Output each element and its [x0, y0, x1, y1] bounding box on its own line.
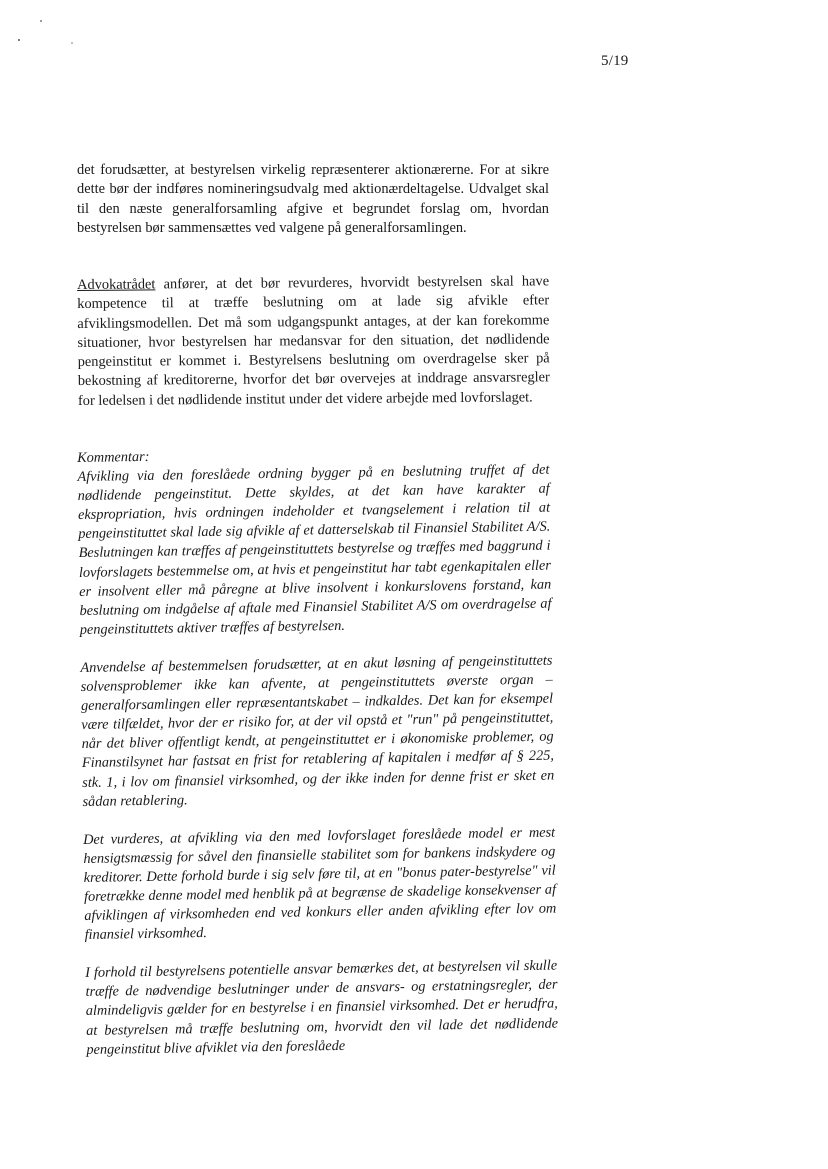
comment-paragraph-2: Anvendelse af bestemmelsen forudsætter, at en akut løsning af pengeinstituttets solvensproblemer ikke kan afvente, at pengeinstituttets øverste organ – generalforsamlingen eller repræsentantskabet – indkaldes. Det kan for eksempel være tilfældet, hvor der er risiko for, at der vil opstå et "run" på pengeinstituttet, når det bliver offentligt kendt, at pengeinstituttet er i økonomiske problemer, og Finanstilsynet har fastsat en frist for retablering af kapitalen i medfør af § 225, stk. 1, i lov om finansiel virksomhed, og der ikke inden for denne frist er sket en sådan retablering.	[80, 652, 555, 810]
paragraph-1	[77, 161, 549, 238]
paragraph-1-text: det forudsætter, at bestyrelsen virkelig repræsenterer aktionærerne. For at sikre dette bør der indføres nomineringsudvalg med aktionærdeltagelse. Udvalget skal til den næste generalforsamling afgive et begrundet forslag om, hvordan bestyrelsen bør sammensættes ved valgene på generalforsamlingen.	[77, 162, 549, 236]
paragraph-2-text	[77, 272, 550, 411]
organization-name: Advokatrådet	[77, 276, 156, 293]
comment-section	[77, 442, 559, 1060]
page-number: 5/19	[601, 53, 629, 69]
paragraph-2	[77, 272, 550, 411]
comment-paragraph-4: I forhold til bestyrelsens potentielle ansvar bemærkes det, at bestyrelsen vil skulle træffe de nødvendige beslutninger under de ansvars- og erstatningsregler, der almindeligvis gælder for en bestyrelse i en finansiel virksomhed. Det er herudfra, at bestyrelsen må træffe beslutning om, hvorvidt den vil lade det nødlidende pengeinstitut blive afviklet via den foreslåede	[85, 957, 559, 1058]
scan-specks	[0, 0, 90, 60]
comment-paragraph-3: Det vurderes, at afvikling via den med lovforslaget foreslåede model er mest hensigtsmæssig for såvel den finansielle stabilitet som for bankens indskydere og kreditorer. Dette forhold burde i sig selv føre til, at en "bonus pater-bestyrelse" vil foretrække denne model med henblik på at begrænse de skadelige konsekvenser af afviklingen af virksomheden end ved konkurs eller anden afvikling efter lov om finansiel virksomhed.	[83, 824, 557, 944]
comment-label: Kommentar:	[77, 448, 150, 466]
paragraph-2-body: anfører, at det bør revurderes, hvorvidt bestyrelsen skal have kompetence til at træffe beslutning om at lade sig afvikle efter afviklingsmodellen. Det må som udgangspunkt antages, at der kan forekomme situationer, hvor bestyrelsen har medansvar for den situation, det nødlidende pengeinstitut er kommet i. Bestyrelsens beslutning om overdragelse sker på bekostning af kreditorerne, hvorfor det bør overvejes at inddrage ansvarsregler for ledelsen i det nødlidende institut under det videre arbejde med lovforslaget.	[77, 273, 550, 409]
comment-paragraph-1: Afvikling via den foreslåede ordning bygger på en beslutning truffet af det nødlidende pengeinstitut. Dette skyldes, at det kan have karakter af ekspropriation, hvis ordningen indeholder et tvangselement i relation til at pengeinstituttet skal lade sig afvikle af et datterselskab til Finansiel Stabilitet A/S. Beslutningen kan træffes af pengeinstituttets bestyrelse og træffes med baggrund i lovforslagets bestemmelse om, at hvis et pengeinstitut har tabt egenkapitalen eller er insolvent eller må påregne at blive insolvent i konkurslovens forstand, kan beslutning om indgåelse af aftale med Finansiel Stabilitet A/S om overdragelse af pengeinstituttets aktiver træffes af bestyrelsen.	[77, 461, 552, 638]
